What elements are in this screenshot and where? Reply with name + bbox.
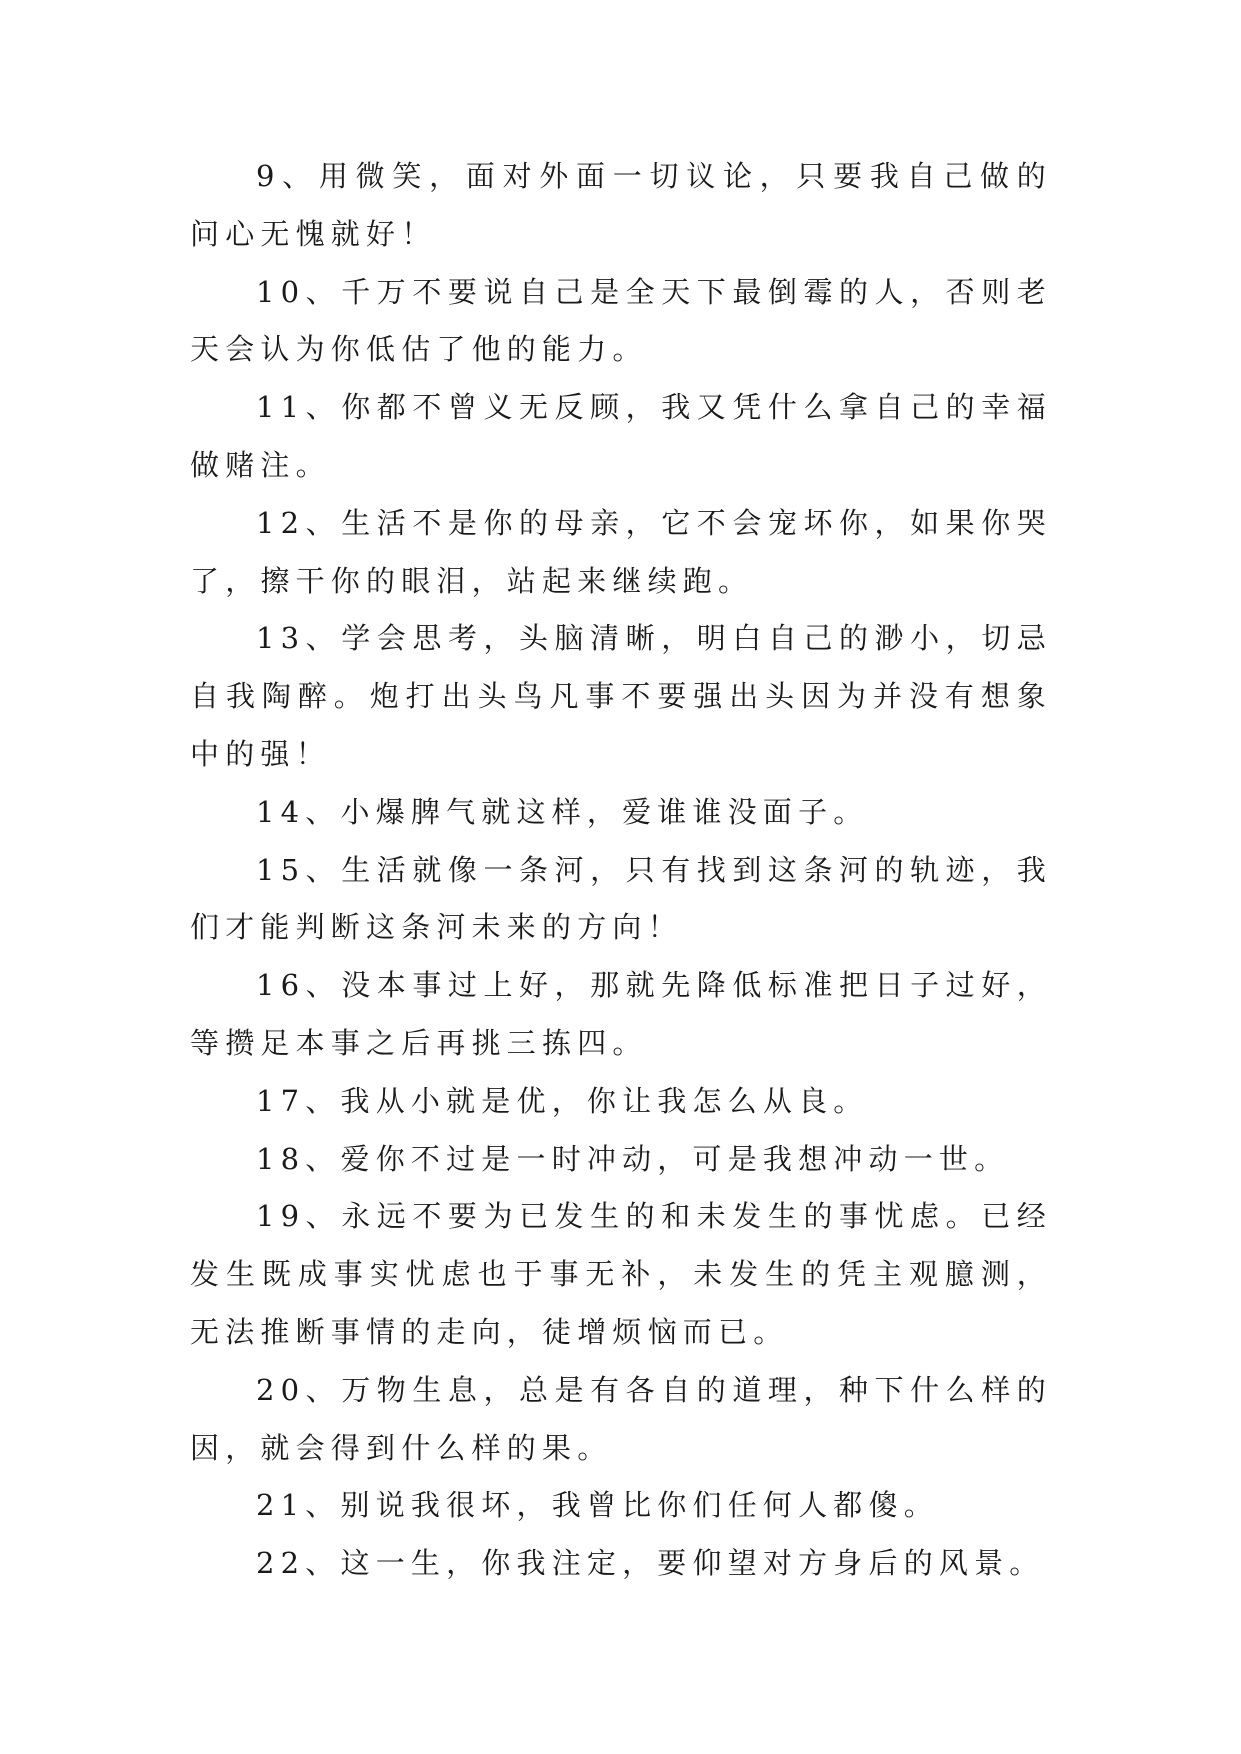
quote-paragraph-12: 12、生活不是你的母亲，它不会宠坏你，如果你哭了，擦干你的眼泪，站起来继续跑。 xyxy=(190,505,1052,598)
document-body xyxy=(190,148,1052,1593)
quote-paragraph-11: 11、你都不曾义无反顾，我又凭什么拿自己的幸福做赌注。 xyxy=(190,390,1052,482)
quote-paragraph-9: 9、用微笑，面对外面一切议论，只要我自己做的问心无愧就好！ xyxy=(190,159,1052,251)
quote-paragraph-13: 13、学会思考，头脑清晰，明白自己的渺小，切忌自我陶醉。炮打出头鸟凡事不要强出头因为并没有想象中的强！ xyxy=(190,621,1052,771)
quote-paragraph-17: 17、我从小就是优，你让我怎么从良。 xyxy=(256,1083,869,1118)
quote-paragraph-22: 22、这一生，你我注定，要仰望对方身后的风景。 xyxy=(256,1546,1045,1581)
quote-paragraph-19: 19、永远不要为已发生的和未发生的事忧虑。已经发生既成事实忧虑也于事无补，未发生的凭主观臆测，无法推断事情的走向，徒增烦恼而已。 xyxy=(190,1199,1052,1349)
quote-paragraph-14: 14、小爆脾气就这样，爱谁谁没面子。 xyxy=(256,794,869,829)
quote-paragraph-18: 18、爱你不过是一时冲动，可是我想冲动一世。 xyxy=(256,1141,1010,1176)
quote-paragraph-16: 16、没本事过上好，那就先降低标准把日子过好，等攒足本事之后再挑三拣四。 xyxy=(190,968,1052,1060)
quote-paragraph-10: 10、千万不要说自己是全天下最倒霉的人，否则老天会认为你低估了他的能力。 xyxy=(190,274,1052,367)
quote-paragraph-15: 15、生活就像一条河，只有找到这条河的轨迹，我们才能判断这条河未来的方向！ xyxy=(190,852,1052,945)
quote-paragraph-20: 20、万物生息，总是有各自的道理，种下什么样的因，就会得到什么样的果。 xyxy=(190,1372,1052,1465)
quote-paragraph-21: 21、别说我很坏，我曾比你们任何人都傻。 xyxy=(256,1488,939,1523)
